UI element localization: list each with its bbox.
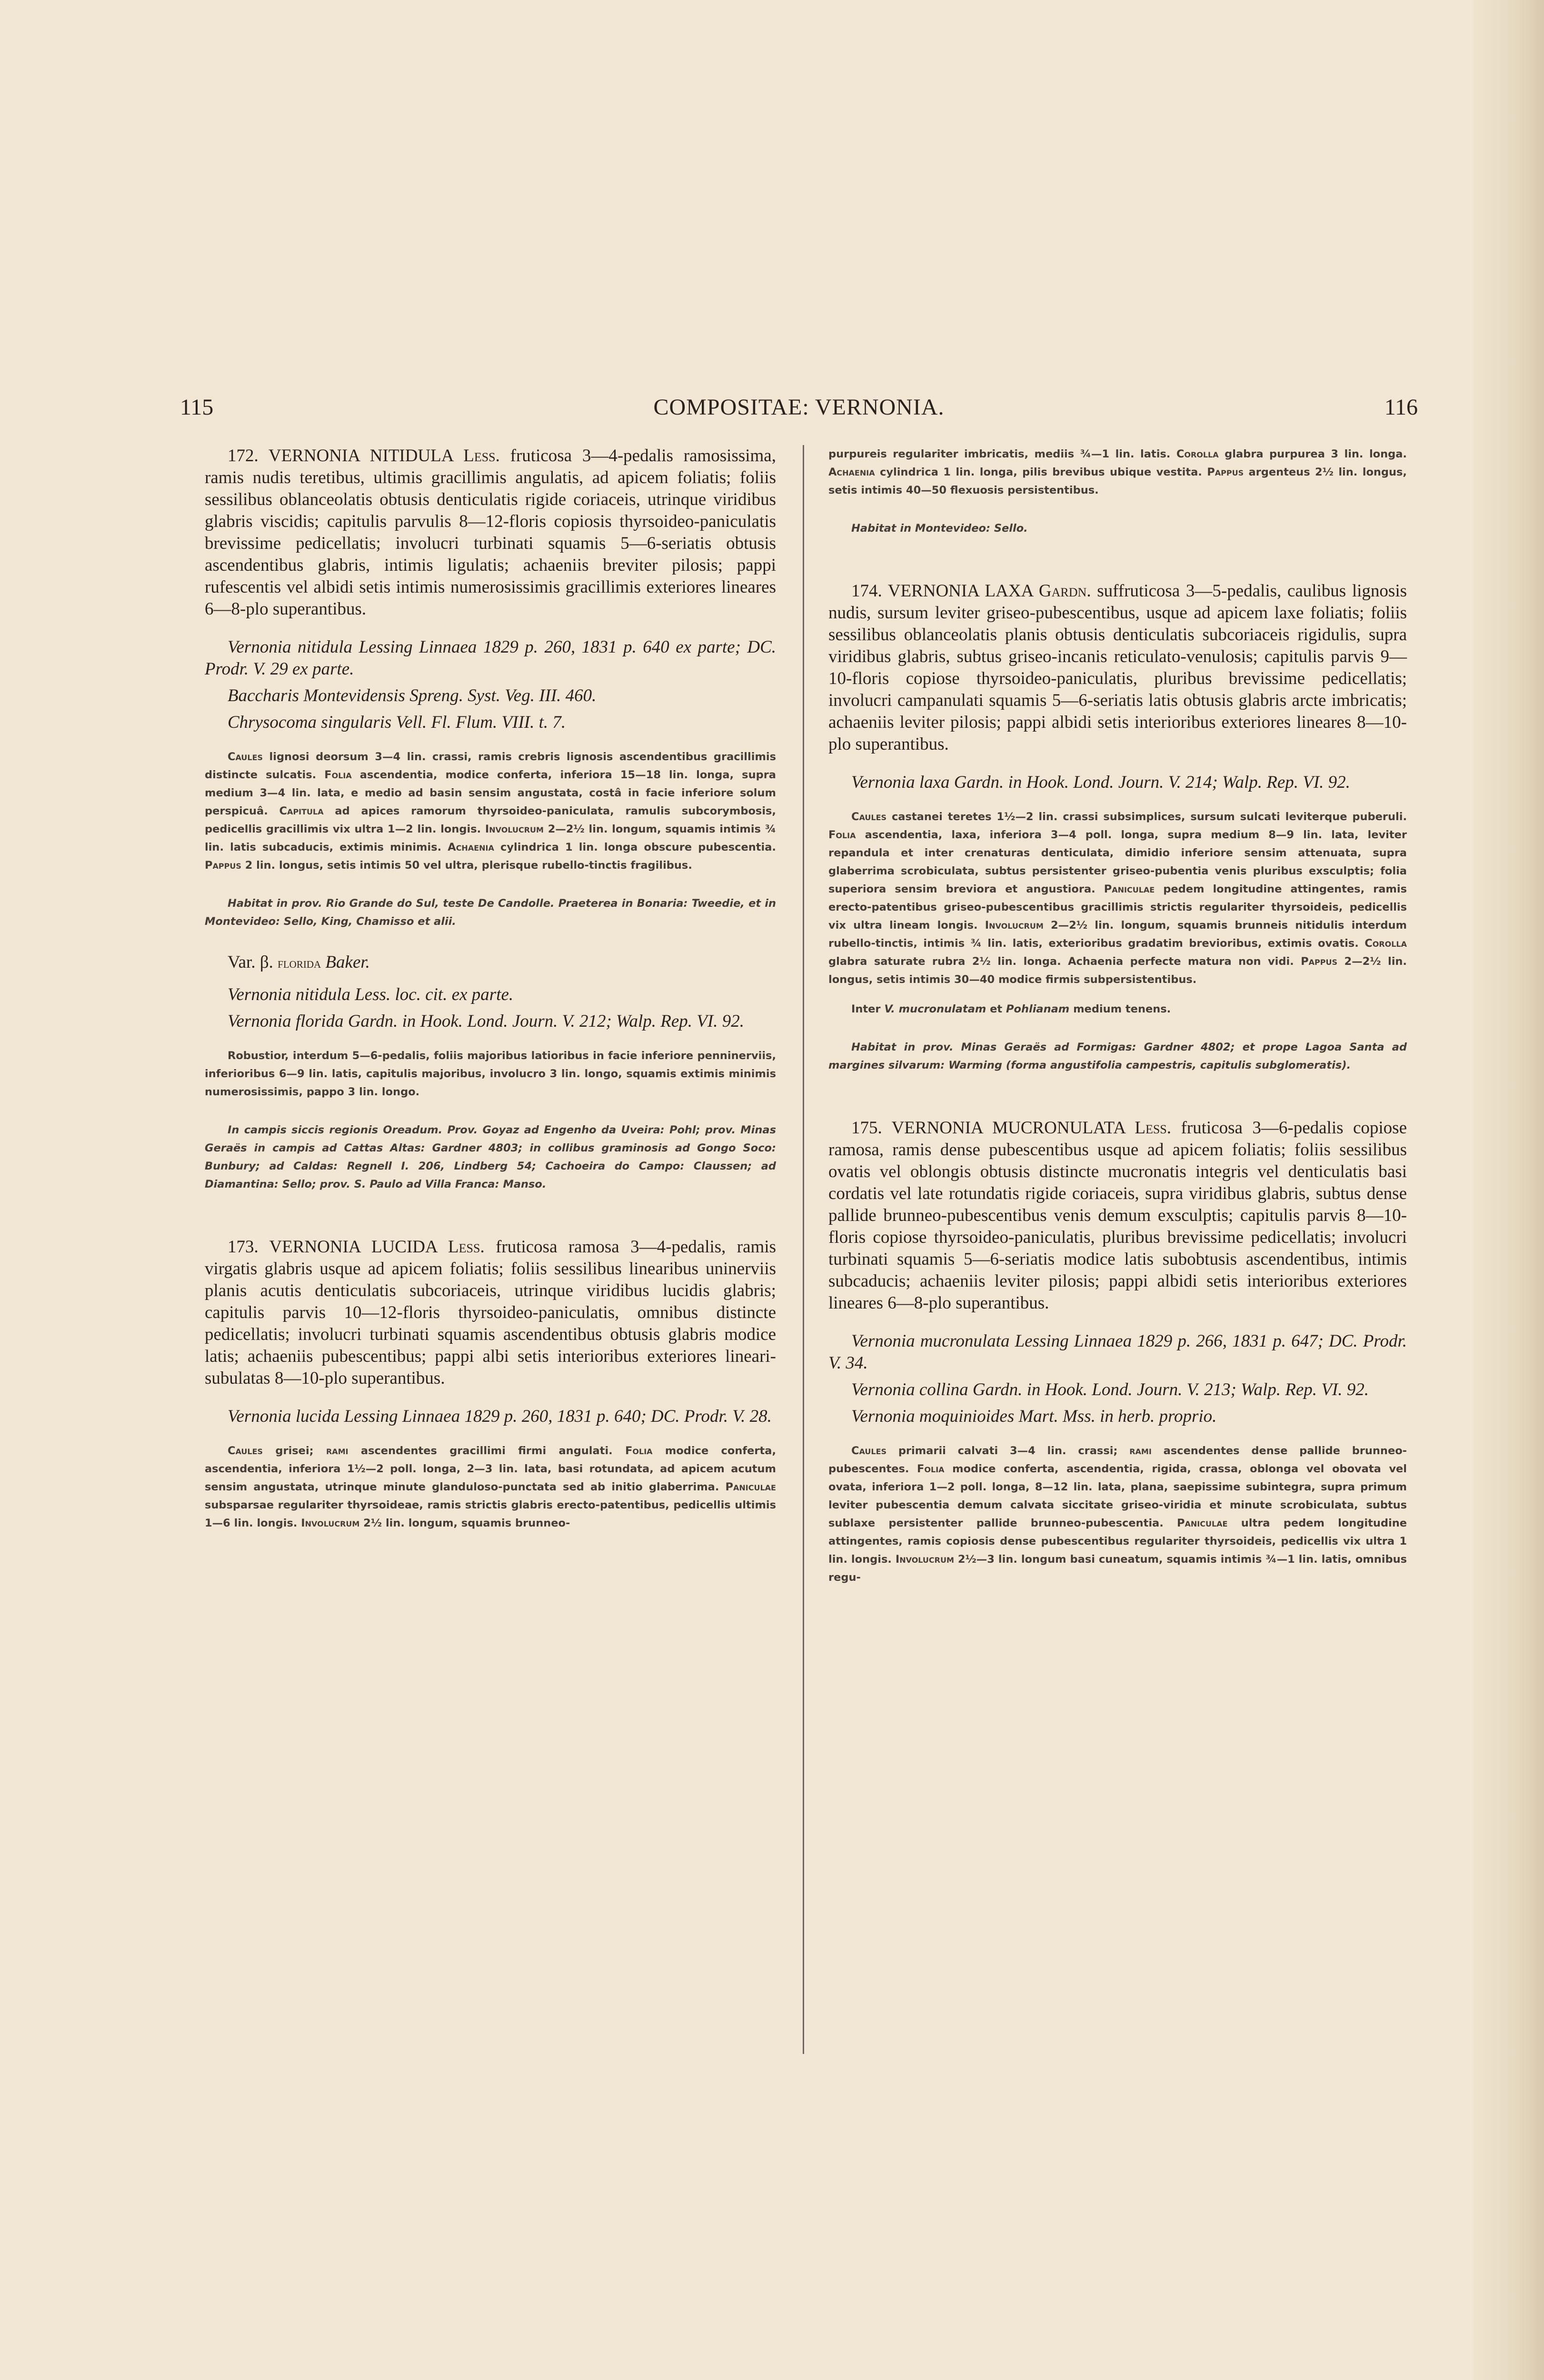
description-keyword: Folia xyxy=(625,1445,653,1457)
description-keyword: Folia xyxy=(324,769,352,781)
description-text: grisei; xyxy=(275,1445,314,1457)
species-174-diagnosis xyxy=(828,580,1407,755)
synonym: Vernonia moquinioides Mart. Mss. in herb. proprio. xyxy=(851,1407,1217,1426)
description-text: 2—2½ lin. longus, setis intimis 30—40 modice firmis subpersistentibus. xyxy=(828,955,1407,986)
description-text: ascendentes gracillimi firmi angulati. xyxy=(360,1445,613,1457)
description-keyword: Corolla xyxy=(1365,937,1407,950)
affinity-text: et xyxy=(990,1003,1003,1015)
species-name: VERNONIA LAXA xyxy=(887,581,1033,601)
column-divider xyxy=(803,445,804,2054)
synonym: Vernonia collina Gardn. in Hook. Lond. Journ. V. 213; Walp. Rep. VI. 92. xyxy=(851,1380,1369,1399)
description-text: primarii calvati 3—4 lin. crassi; xyxy=(898,1445,1118,1457)
description-keyword: Caules xyxy=(851,811,887,823)
page-number-right: 116 xyxy=(1384,395,1418,420)
species-173-diagnosis xyxy=(205,1236,776,1389)
species-description-continued xyxy=(828,445,1407,499)
synonym: Baccharis Montevidensis Spreng. Syst. Veg. III. 460. xyxy=(228,686,597,705)
right-column xyxy=(828,445,1407,1587)
description-text: ascendentes dense pallide brunneo-pubescentes. xyxy=(828,1445,1407,1475)
page-number-left: 115 xyxy=(180,395,214,420)
synonym: Vernonia nitidula Lessing Linnaea 1829 p. 260, 1831 p. 640 ex parte; DC. Prodr. V. 29 ex parte. xyxy=(205,637,776,679)
description-text: subsparsae regulariter thyrsoideae, ramis strictis glabris erecto-patentibus, pedicellis ultimis 1—6 lin. longis. xyxy=(205,1499,776,1529)
diagnosis-text: fruticosa ramosa 3—4-pedalis, ramis virgatis glabris usque ad apicem foliatis; foliis sessilibus linearibus uninerviis planis acutis denticulatis subcoriaceis, utrinque viridibus lucidis glabris; capitulis parvis 10—12-floris thyrsoideo-paniculatis, omnibus distincte pedicellatis; involucri turbinati squamis ascendentibus obtusis glabris modice latis; achaeniis pubescentibus; pappi albi setis interioribus exteriores lineari-subulatas 8—10-plo superantibus. xyxy=(205,1237,776,1388)
left-column xyxy=(205,445,776,1532)
habitat-note: Habitat in Montevideo: Sello. xyxy=(851,522,1028,535)
species-number: 173. xyxy=(228,1237,259,1257)
description-text: ascendentia, modice conferta, inferiora 15—18 lin. longa, supra medium 3—4 lin. lata, e medio ad basin sensim angustata, costâ in facie inferiore solum perspicuâ. xyxy=(205,769,776,817)
species-name: VERNONIA MUCRONULATA xyxy=(891,1118,1125,1138)
species-number: 174. xyxy=(851,581,882,601)
synonym: Vernonia laxa Gardn. in Hook. Lond. Journ. V. 214; Walp. Rep. VI. 92. xyxy=(851,773,1350,792)
synonym-list xyxy=(828,1330,1407,1428)
description-keyword: Involucrum xyxy=(985,919,1044,932)
description-text: purpureis regulariter imbricatis, mediis ¾—1 lin. latis. xyxy=(828,448,1171,460)
diagnosis-text: fruticosa 3—6-pedalis copiose ramosa, ramis dense pubescentibus usque ad apicem foliatis; foliis sessilibus ovatis vel oblongis obtusis distincte mucronatis integris vel denticulatis basi cordatis vel late rotundatis rigide coriaceis, supra viridibus glabris, subtus dense pallide brunneo-pubescentibus venis demum exsculptis; capitulis parvis 8—10-floris copiose thyrsoideo-paniculatis, pluribus brevissime pedicellatis; involucri turbinati squamis 5—6-seriatis modice latis subobtusis ascendentibus, intimis subcaducis; achaeniis leviter pilosis; pappi albidi setis interioribus exteriores lineares 6—8-plo superantibus. xyxy=(828,1118,1407,1313)
synonym-list xyxy=(828,772,1407,793)
description-keyword: Achaenia xyxy=(828,466,875,478)
synonym-list xyxy=(205,636,776,734)
description-keyword: Involucrum xyxy=(895,1553,954,1566)
description-text: 2—2½ lin. longum, squamis brunneis nitidulis interdum rubello-tinctis, intimis ¾ lin. latis, exterioribus gradatim brevioribus, extimis ovatis. xyxy=(828,919,1407,950)
description-keyword: Caules xyxy=(228,1445,263,1457)
running-header xyxy=(180,394,1418,427)
species-name: VERNONIA NITIDULA xyxy=(268,446,453,466)
species-name: VERNONIA LUCIDA xyxy=(269,1237,437,1257)
species-author: Less. xyxy=(448,1237,485,1257)
affinity-taxon: V. mucronulatam xyxy=(884,1003,986,1015)
description-keyword: Pappus xyxy=(205,859,241,872)
description-text: cylindrica 1 lin. longa, pilis brevibus ubique vestita. xyxy=(880,466,1202,478)
description-keyword: Pappus xyxy=(1301,955,1338,968)
description-keyword: rami xyxy=(326,1445,349,1457)
affinity-text: medium tenens. xyxy=(1073,1003,1171,1015)
species-number: 175. xyxy=(851,1118,882,1138)
description-text: 2½—3 lin. longum basi cuneatum, squamis intimis ¾—1 lin. latis, omnibus regu- xyxy=(828,1553,1407,1584)
synonym: Vernonia nitidula Less. loc. cit. ex parte. xyxy=(228,985,514,1004)
species-description xyxy=(205,1442,776,1532)
description-text: ultra pedem longitudine attingentes, ramis copiosis dense pubescentibus regulariter thyrsoideis, pedicellis vix ultra 1 lin. longis. xyxy=(828,1517,1407,1566)
variety-label: Var. β. xyxy=(228,952,273,972)
description-keyword: Paniculae xyxy=(725,1481,776,1493)
variety-description: Robustior, interdum 5—6-pedalis, foliis majoribus latioribus in facie inferiore penninerviis, inferioribus 6—9 lin. latis, capitulis majoribus, involucro 3 lin. longo, squamis extimis minimis numerosissimis, pappo 3 lin. longo. xyxy=(205,1050,776,1098)
description-text: cylindrica 1 lin. longa obscure pubescentia. xyxy=(500,841,776,853)
running-title: COMPOSITAE: VERNONIA. xyxy=(653,395,945,420)
species-description xyxy=(205,748,776,874)
habitat-note: Habitat in prov. Rio Grande do Sul, teste De Candolle. Praeterea in Bonaria: Tweedie, et in Montevideo: Sello, King, Chamisso et alii. xyxy=(205,897,776,928)
description-keyword: Achaenia xyxy=(448,841,494,853)
description-keyword: Involucrum xyxy=(301,1517,360,1529)
description-text: argenteus 2½ lin. longus, setis intimis 40—50 flexuosis persistentibus. xyxy=(828,466,1407,496)
variety-name: florida xyxy=(278,955,321,971)
description-keyword: Caules xyxy=(228,751,263,763)
variety-author: Baker. xyxy=(325,952,370,972)
species-172-diagnosis xyxy=(205,445,776,620)
habitat-note: Habitat in prov. Minas Geraës ad Formigas: Gardner 4802; et prope Lagoa Santa ad margines silvarum: Warming (forma angustifolia campestris, capitulis subglomeratis). xyxy=(828,1041,1407,1071)
species-description xyxy=(828,808,1407,989)
description-text: ascendentia, laxa, inferiora 3—4 poll. longa, supra medium 8—9 lin. lata, leviter repandula et inter crenaturas denticulata, dimidio inferiore sensim attenuata, supra glaberrima scrobiculata, subtus persistenter griseo-pubentia venis pluribus exsculptis; folia superiora sensim breviora et angustiora. xyxy=(828,829,1407,895)
affinity-taxon: Pohlianam xyxy=(1006,1003,1070,1015)
description-text: castanei teretes 1½—2 lin. crassi subsimplices, sursum sulcati leviterque puberuli. xyxy=(891,811,1407,823)
description-keyword: Capitula xyxy=(279,805,324,817)
description-keyword: Involucrum xyxy=(485,823,544,835)
variety-synonym-list xyxy=(205,984,776,1032)
synonym-list xyxy=(205,1406,776,1428)
description-keyword: Folia xyxy=(917,1463,945,1475)
variety-habitat-note: In campis siccis regionis Oreadum. Prov. Goyaz ad Engenho da Uveira: Pohl; prov. Minas Geraës in campis ad Cattas Altas: Gardner 4803; in collibus graminosis ad Gongo Soco: Bunbury; ad Caldas: Regnell I. 206, Lindberg 54; Cachoeira do Campo: Claussen; ad Diamantina: Sello; prov. S. Paulo ad Villa Franca: Manso. xyxy=(205,1124,776,1190)
description-text: modice conferta, ascendentia, inferiora 1½—2 poll. longa, 2—3 lin. lata, basi rotundata, ad apicem acutum sensim angustata, utrinque minute glanduloso-punctata sed ab initio glaberrima. xyxy=(205,1445,776,1493)
description-text: glabra saturate rubra 2½ lin. longa. Achaenia perfecte matura non vidi. xyxy=(828,955,1294,968)
description-text: modice conferta, ascendentia, rigida, crassa, oblonga vel obovata vel ovata, inferiora 1—2 poll. longa, 8—12 lin. lata, plana, saepissime subintegra, supra primum leviter pubescentia demum calvata siccitate griseo-viridia et minute scrobiculata, subtus sublaxe persistenter pallide brunneo-pubescentia. xyxy=(828,1463,1407,1529)
synonym: Vernonia florida Gardn. in Hook. Lond. Journ. V. 212; Walp. Rep. VI. 92. xyxy=(228,1012,744,1031)
species-author: Gardn. xyxy=(1038,581,1091,601)
description-keyword: Corolla xyxy=(1176,448,1219,460)
synonym: Vernonia lucida Lessing Linnaea 1829 p. 260, 1831 p. 640; DC. Prodr. V. 28. xyxy=(228,1407,772,1426)
description-keyword: Folia xyxy=(828,829,856,841)
synonym: Chrysocoma singularis Vell. Fl. Flum. VIII. t. 7. xyxy=(228,713,566,732)
species-author: Less. xyxy=(463,446,500,466)
description-text: ad apices ramorum thyrsoideo-paniculata, ramulis subcorymbosis, pedicellis gracillimis vix ultra 1—2 lin. longis. xyxy=(205,805,776,835)
species-number: 172. xyxy=(228,446,259,466)
species-author: Less. xyxy=(1135,1118,1171,1138)
description-keyword: Caules xyxy=(851,1445,887,1457)
species-175-diagnosis xyxy=(828,1117,1407,1314)
page-edge-shadow xyxy=(1473,0,1544,2380)
description-keyword: rami xyxy=(1129,1445,1152,1457)
affinity-note xyxy=(828,1000,1407,1018)
description-text: 2—2½ lin. longum, squamis intimis ¾ lin. latis subcaducis, extimis minimis. xyxy=(205,823,776,853)
description-text: glabra purpurea 3 lin. longa. xyxy=(1225,448,1407,460)
description-text: 2½ lin. longum, squamis brunneo- xyxy=(363,1517,570,1529)
description-keyword: Pappus xyxy=(1207,466,1244,478)
variety-heading xyxy=(205,952,776,974)
description-text: 2 lin. longus, setis intimis 50 vel ultra, plerisque rubello-tinctis fragilibus. xyxy=(245,859,692,872)
description-text: lignosi deorsum 3—4 lin. crassi, ramis crebris lignosis ascendentibus gracillimis distincte sulcatis. xyxy=(205,751,776,781)
diagnosis-text: suffruticosa 3—5-pedalis, caulibus lignosis nudis, sursum leviter griseo-pubescentibus, usque ad apicem laxe foliatis; foliis sessilibus oblanceolatis planis obtusis denticulatis subcoriaceis rigidulis, supra viridibus glabris, subtus griseo-incanis reticulato-venulosis; capitulis parvis 9—10-floris copiose thyrsoideo-paniculatis, pluribus brevissime pedicellatis; involucri campanulati squamis 5—6-seriatis latis obtusis glabris arcte imbricatis; achaeniis leviter pilosis; pappi albidi setis interioribus exteriores lineares 8—10-plo superantibus. xyxy=(828,581,1407,754)
diagnosis-text: fruticosa 3—4-pedalis ramosissima, ramis nudis teretibus, ultimis gracillimis angulatis, ad apicem foliatis; foliis sessilibus oblanceolatis obtusis denticulatis rigide coriaceis, utrinque viridibus glabris viscidis; capitulis parvulis 8—12-floris copiosis thyrsoideo-paniculatis brevissime pedicellatis; involucri turbinati squamis 5—6-seriatis obtusis ascendentibus glabris, intimis ligulatis; achaeniis breviter pilosis; pappi rufescentis vel albidi setis intimis numerosissimis gracillimis exteriores lineares 6—8-plo superantibus. xyxy=(205,446,776,619)
synonym: Vernonia mucronulata Lessing Linnaea 1829 p. 266, 1831 p. 647; DC. Prodr. V. 34. xyxy=(828,1331,1407,1373)
affinity-text: Inter xyxy=(851,1003,881,1015)
species-description xyxy=(828,1442,1407,1587)
description-keyword: Paniculae xyxy=(1104,883,1155,895)
description-text: pedem longitudine attingentes, ramis erecto-patentibus griseo-pubescentibus gracillimis strictis regulariter thyrsoideis, pedicellis vix ultra lineam longis. xyxy=(828,883,1407,932)
description-keyword: Paniculae xyxy=(1177,1517,1228,1529)
